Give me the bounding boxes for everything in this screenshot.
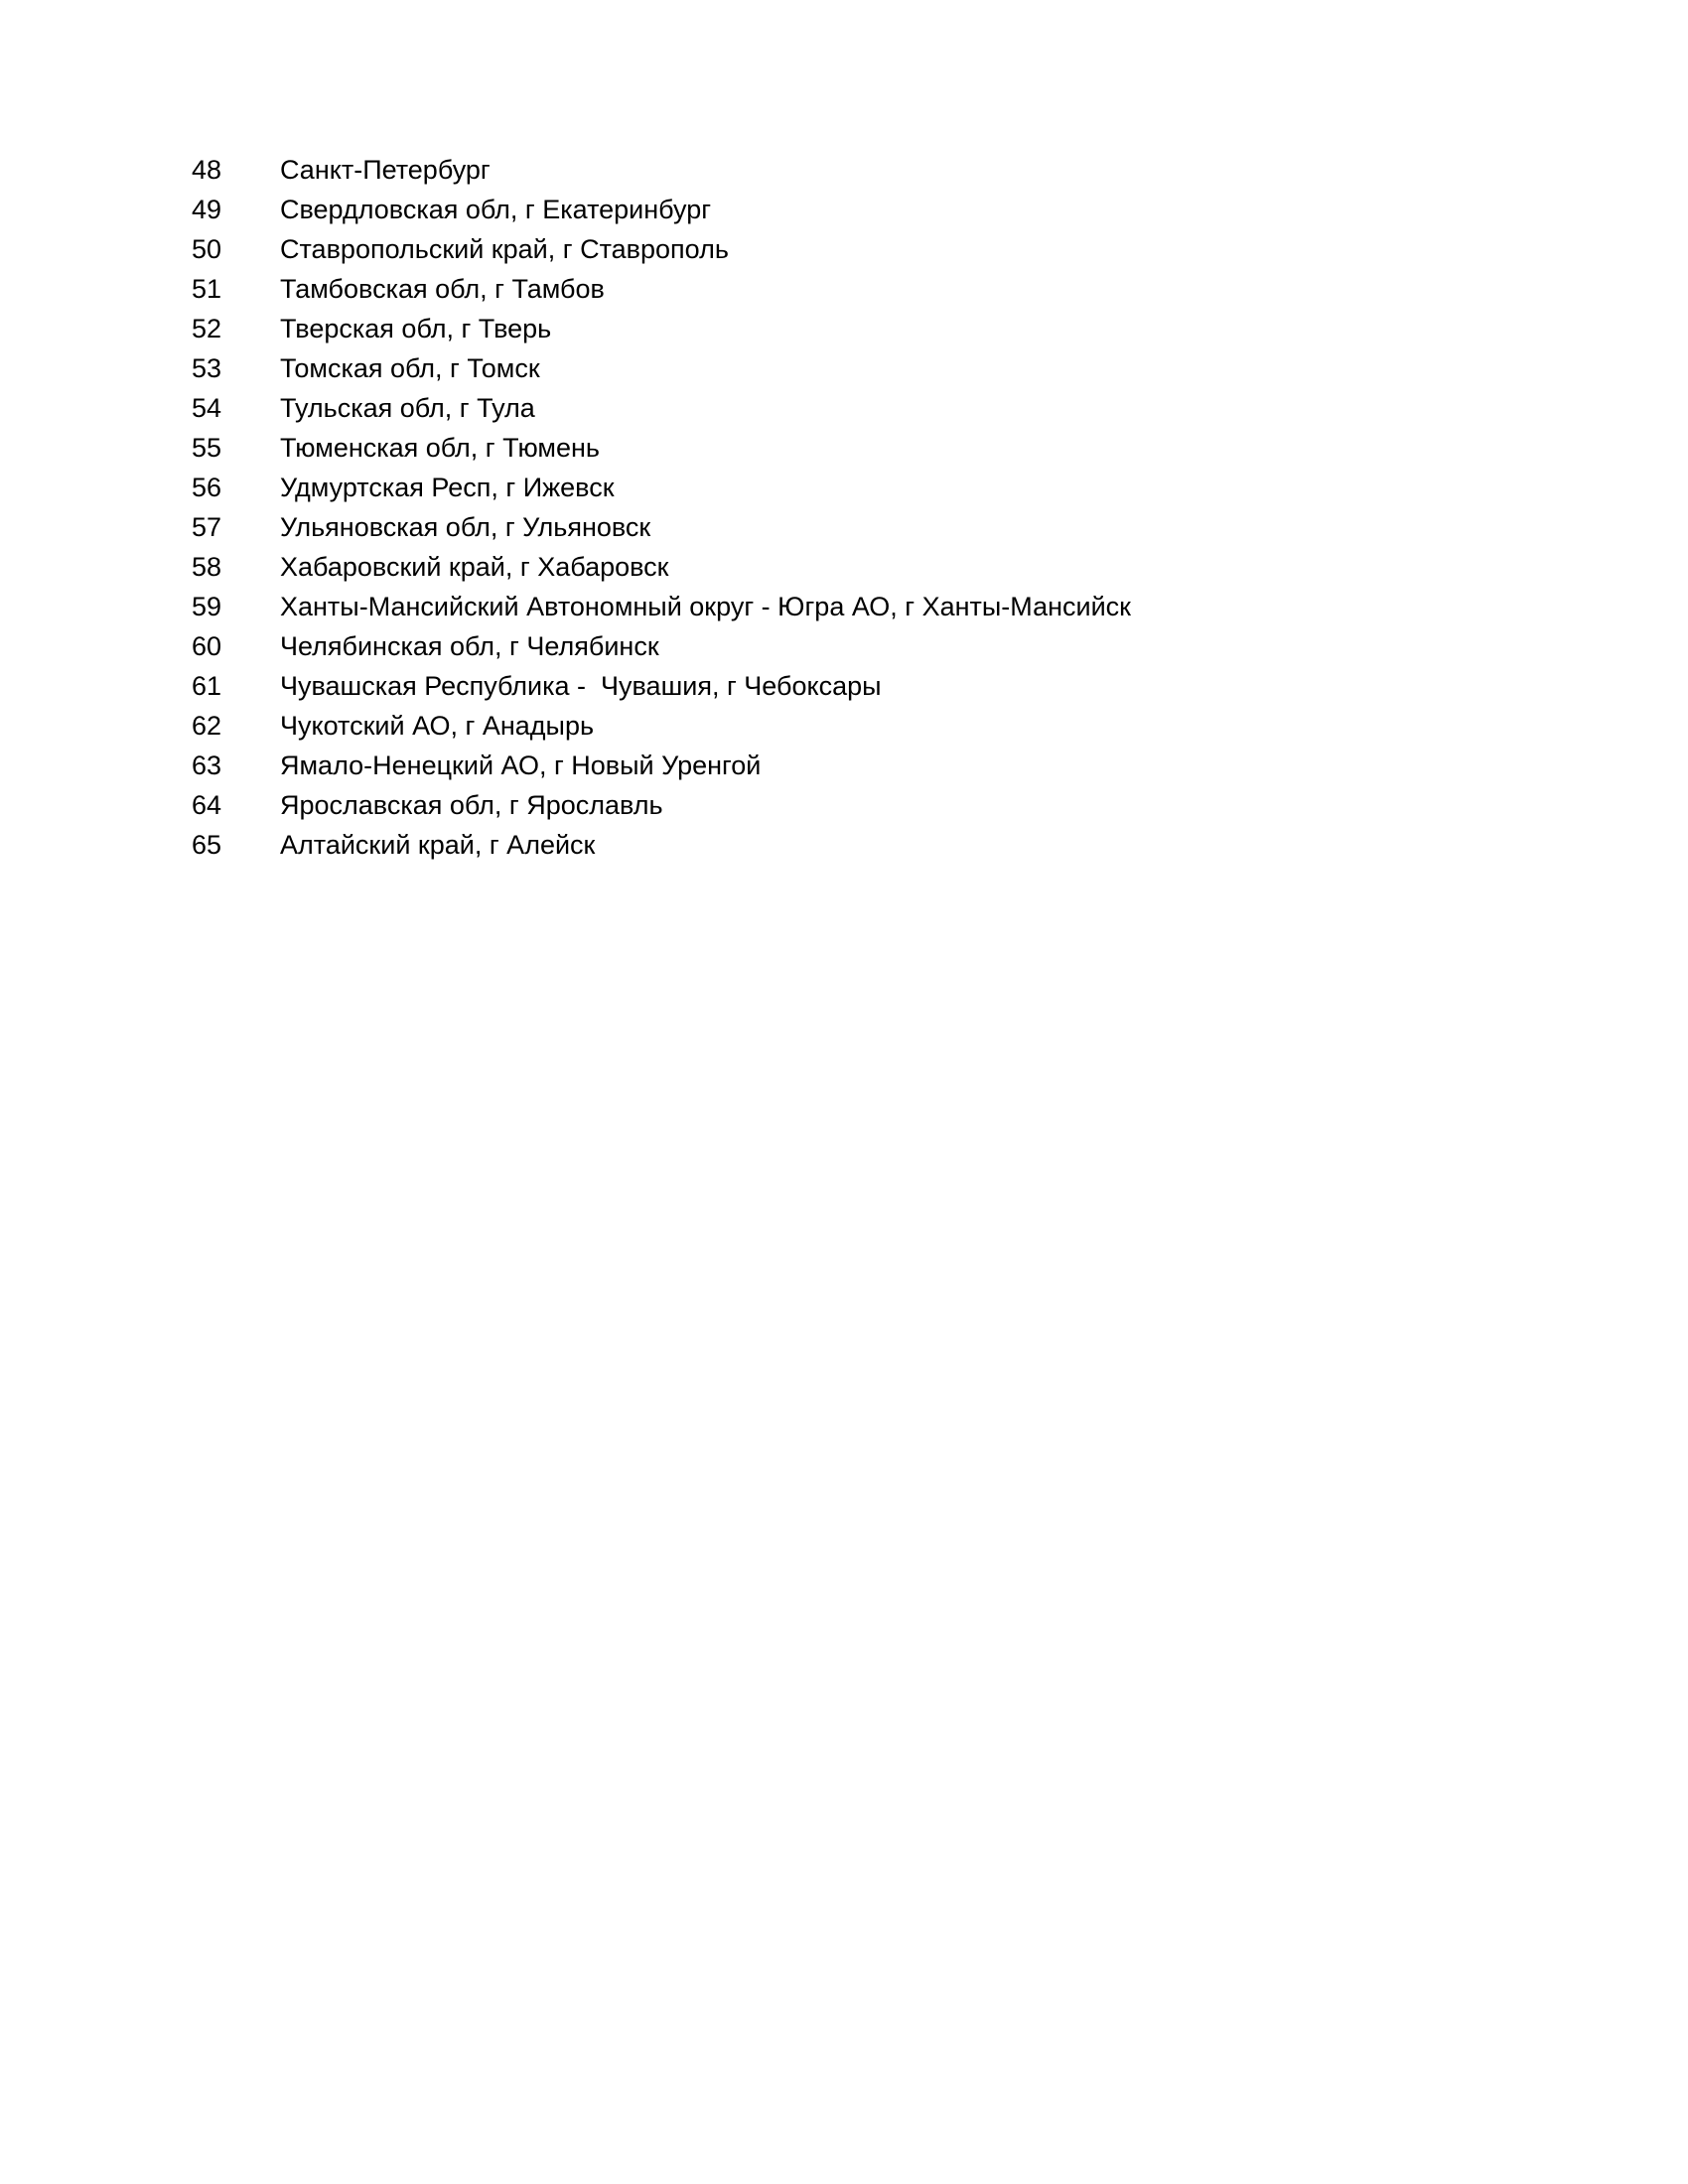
row-number: 62 bbox=[192, 711, 222, 741]
row-number: 61 bbox=[192, 671, 222, 701]
region-list bbox=[192, 150, 1482, 865]
row-number: 65 bbox=[192, 830, 222, 860]
list-item bbox=[192, 348, 1482, 388]
region-name: Ханты-Мансийский Автономный округ - Югра АО, г Ханты-Мансийск bbox=[280, 592, 1131, 621]
list-item bbox=[192, 269, 1482, 309]
region-name: Ставропольский край, г Ставрополь bbox=[280, 234, 729, 264]
row-number: 54 bbox=[192, 393, 222, 423]
region-name: Ямало-Ненецкий АО, г Новый Уренгой bbox=[280, 751, 762, 780]
list-item bbox=[192, 428, 1482, 468]
region-name: Челябинская обл, г Челябинск bbox=[280, 631, 659, 661]
region-name: Чувашская Республика - Чувашия, г Чебоксары bbox=[280, 671, 882, 701]
list-item bbox=[192, 785, 1482, 825]
row-number: 56 bbox=[192, 473, 222, 502]
region-name: Санкт-Петербург bbox=[280, 155, 491, 185]
region-name: Ульяновская обл, г Ульяновск bbox=[280, 512, 651, 542]
row-number: 53 bbox=[192, 353, 222, 383]
list-item bbox=[192, 547, 1482, 587]
region-name: Чукотский АО, г Анадырь bbox=[280, 711, 595, 741]
row-number: 52 bbox=[192, 314, 222, 343]
region-name: Свердловская обл, г Екатеринбург bbox=[280, 195, 712, 224]
region-name: Тульская обл, г Тула bbox=[280, 393, 535, 423]
row-number: 64 bbox=[192, 790, 222, 820]
list-item bbox=[192, 229, 1482, 269]
list-item bbox=[192, 468, 1482, 507]
region-name: Тамбовская обл, г Тамбов bbox=[280, 274, 605, 304]
row-number: 58 bbox=[192, 552, 222, 582]
list-item bbox=[192, 190, 1482, 229]
region-name: Тюменская обл, г Тюмень bbox=[280, 433, 600, 463]
region-name: Ярославская обл, г Ярославль bbox=[280, 790, 663, 820]
region-name: Алтайский край, г Алейск bbox=[280, 830, 596, 860]
list-item bbox=[192, 825, 1482, 865]
list-item bbox=[192, 706, 1482, 746]
list-item bbox=[192, 666, 1482, 706]
region-name: Тверская обл, г Тверь bbox=[280, 314, 552, 343]
row-number: 48 bbox=[192, 155, 222, 185]
list-item bbox=[192, 150, 1482, 190]
row-number: 59 bbox=[192, 592, 222, 621]
row-number: 50 bbox=[192, 234, 222, 264]
list-item bbox=[192, 309, 1482, 348]
row-number: 49 bbox=[192, 195, 222, 224]
row-number: 60 bbox=[192, 631, 222, 661]
row-number: 57 bbox=[192, 512, 222, 542]
list-item bbox=[192, 388, 1482, 428]
list-item bbox=[192, 587, 1482, 626]
region-name: Томская обл, г Томск bbox=[280, 353, 540, 383]
row-number: 55 bbox=[192, 433, 222, 463]
list-item bbox=[192, 507, 1482, 547]
region-name: Хабаровский край, г Хабаровск bbox=[280, 552, 669, 582]
list-item bbox=[192, 746, 1482, 785]
row-number: 63 bbox=[192, 751, 222, 780]
row-number: 51 bbox=[192, 274, 222, 304]
list-item bbox=[192, 626, 1482, 666]
region-name: Удмуртская Респ, г Ижевск bbox=[280, 473, 615, 502]
